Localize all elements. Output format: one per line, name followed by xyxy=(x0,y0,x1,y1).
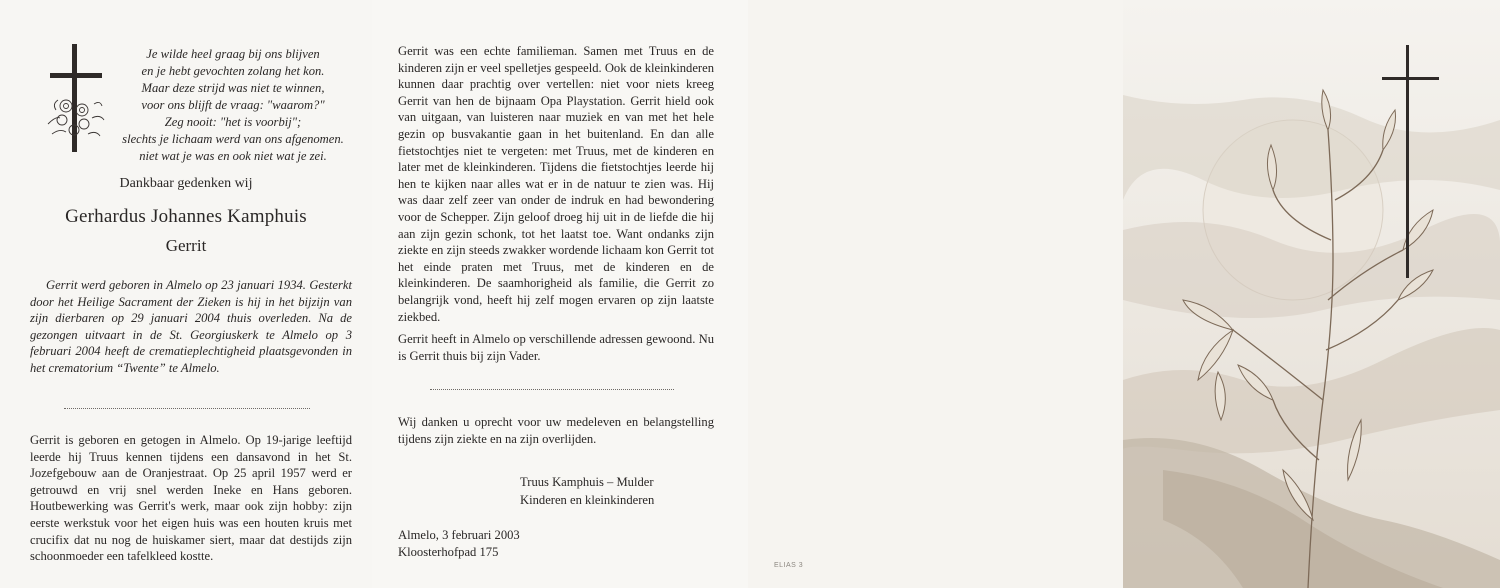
card-panel-front-left xyxy=(0,0,372,588)
signature-block xyxy=(520,473,654,509)
birth-death-paragraph: Gerrit werd geboren in Almelo op 23 januari 1934. Gesterkt door het Heilige Sacrament der Zieken is hij in het bijzijn van zijn dierbaren op 29 januari 2004 thuis overleden. Na de gezongen uitvaart in de St. Georgiuskerk te Almelo op 3 februari 2004 heeft de crematieplechtigheid plaatsgevonden in het crematorium “Twente” te Almelo. xyxy=(30,278,352,375)
card-panel-back xyxy=(748,0,1123,588)
residence-paragraph: Gerrit heeft in Almelo op verschillende adressen gewoond. Nu is Gerrit thuis bij zijn Vader. xyxy=(398,332,714,363)
address-line: Kloosterhofpad 175 xyxy=(398,545,499,559)
remembrance-heading: Dankbaar gedenken wij xyxy=(119,176,253,191)
dotted-divider xyxy=(64,408,310,409)
thanks-paragraph: Wij danken u oprecht voor uw medeleven en belangstelling tijdens zijn ziekte en na zijn overlijden. xyxy=(398,415,714,446)
address-block xyxy=(398,527,520,561)
poem xyxy=(118,46,348,165)
family-paragraph: Gerrit was een echte familieman. Samen met Truus en de kinderen zijn er veel spelletjes gespeeld. Ook de kleinkinderen kunnen daar prachtig over vertellen: niet voor niets kreeg Gerrit van hen de bijnaam Opa Playstation. Gerrit hield ook van uitgaan, van luisteren naar muziek en van met het hele gezin op busvakantie gaan in het buitenland. En dan alle fietstochtjes niet te vergeten: met Truus, met de kinderen en later met de kleinkinderen. Tijdens die fietstochtjes leerde hij hen te kijken naar alles wat er in de natuur te zien was. Hij was daar zelf zeer van onder de indruk en had bewondering voor de Schepper. Zijn geloof droeg hij uit in de liefde die hij aan zijn gezin schonk, tot het laatst toe. Want ondanks zijn ziekte en zijn steeds zwakker wordende lichaam kon Gerrit tot het einde praten met Truus, met de kinderen en de kleinkinderen. De saamhorigheid als familie, die Gerrit zo belangrijk vond, heeft hij zelf mogen ervaren op zijn laatste ziekbed. xyxy=(398,44,714,324)
print-code: ELIAS 3 xyxy=(774,562,804,569)
cross-with-flowers-icon xyxy=(44,44,108,154)
poem-line: niet wat je was en ook niet wat je zei. xyxy=(139,149,327,163)
poem-line: voor ons blijft de vraag: "waarom?" xyxy=(141,98,325,112)
biography-paragraph: Gerrit is geboren en getogen in Almelo. Op 19-jarige leeftijd leerde hij Truus kennen tijdens een dansavond in het St. Jozefgebouw aan de Oranjestraat. Op 25 april 1957 werd er getrouwd en vrij snel werden Ineke en Hans geboren. Houtbewerking was Gerrit's werk, maar ook zijn hobby: zijn eerste werkstuk voor het eigen huis was een houten kruis met crucifix dat nu nog de huiskamer siert, maar dat destijds zijn schoonmoeder een tafelkleed kostte. xyxy=(30,433,352,564)
card-panel-cover xyxy=(1123,0,1500,588)
address-line: Almelo, 3 februari 2003 xyxy=(398,528,520,542)
poem-line: en je hebt gevochten zolang het kon. xyxy=(141,64,325,78)
plant-landscape-illustration xyxy=(1123,0,1500,588)
card-panel-front-right xyxy=(372,0,748,588)
dotted-divider xyxy=(430,389,674,390)
poem-line: Maar deze strijd was niet te winnen, xyxy=(141,81,325,95)
signature-line: Truus Kamphuis – Mulder xyxy=(520,475,654,489)
poem-line: Je wilde heel graag bij ons blijven xyxy=(146,47,320,61)
signature-line: Kinderen en kleinkinderen xyxy=(520,493,655,507)
poem-line: Zeg nooit: "het is voorbij"; xyxy=(164,115,302,129)
deceased-nickname: Gerrit xyxy=(165,236,207,255)
poem-line: slechts je lichaam werd van ons afgenomen. xyxy=(122,132,344,146)
deceased-name: Gerhardus Johannes Kamphuis xyxy=(65,206,307,227)
